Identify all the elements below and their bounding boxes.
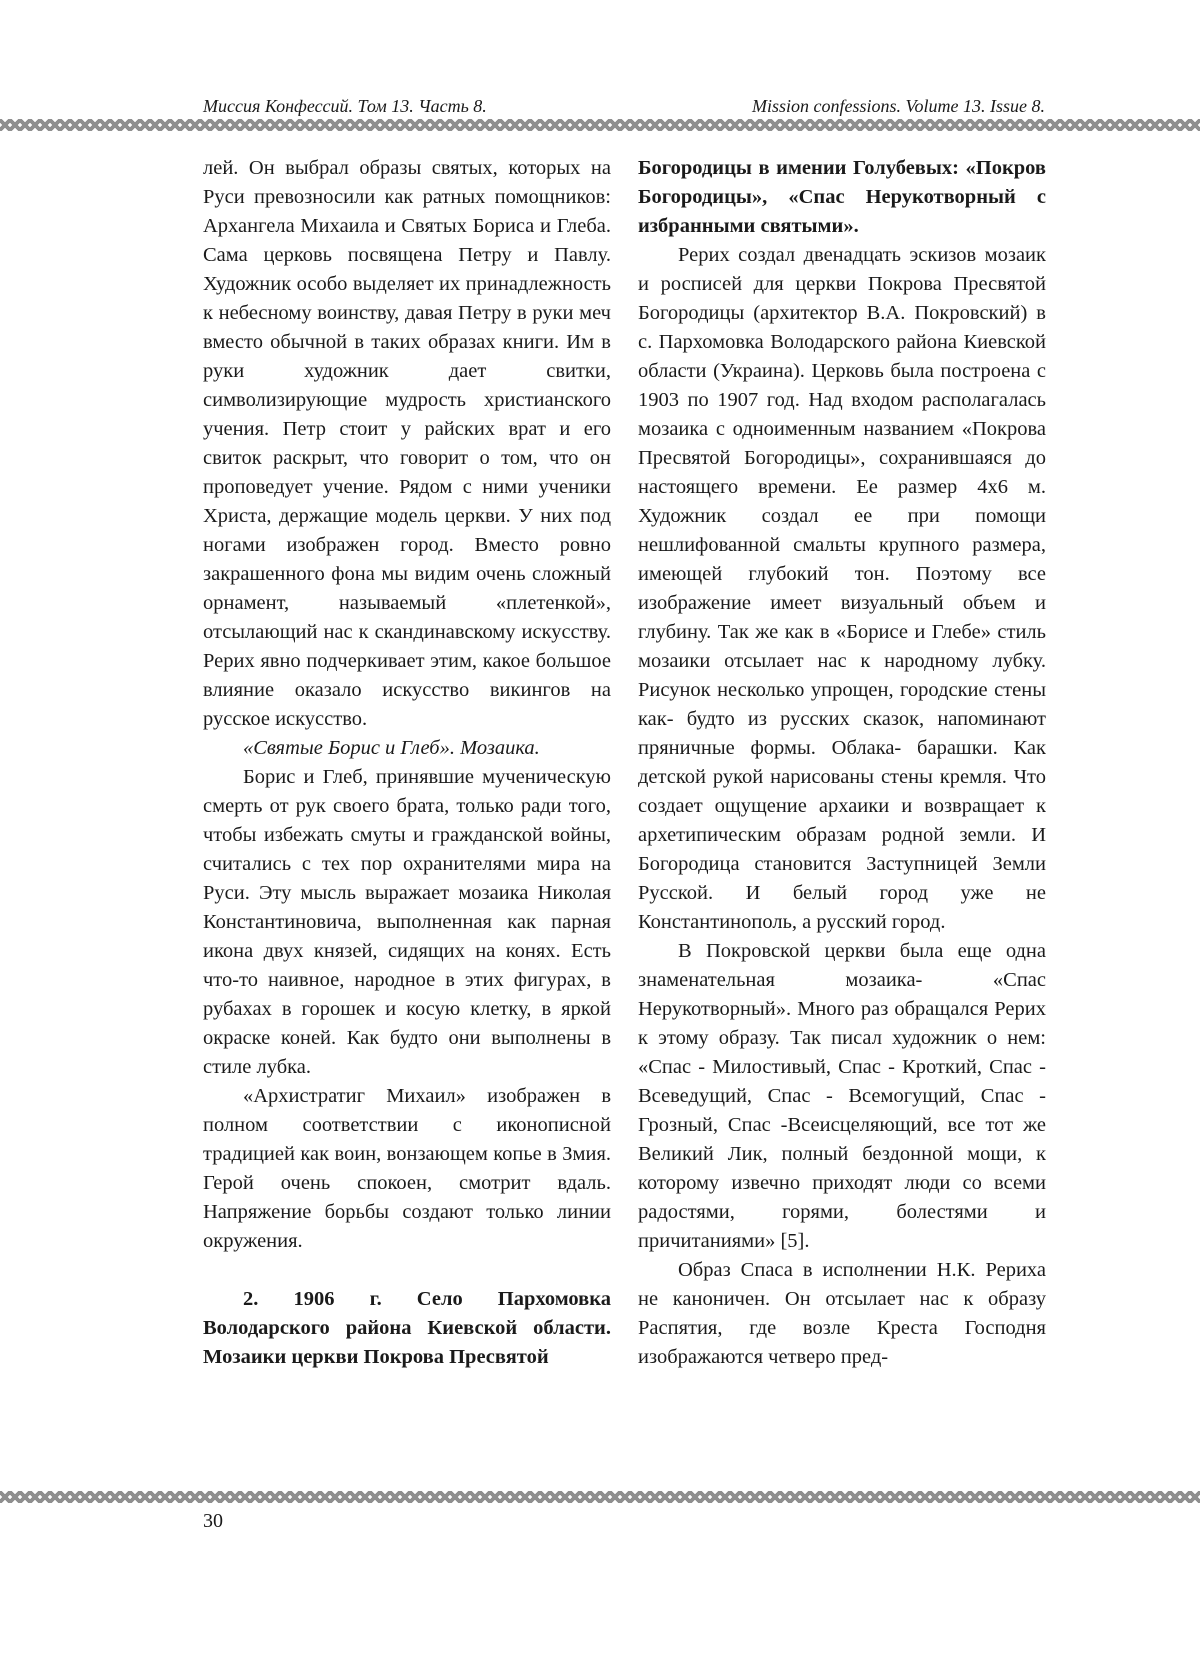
journal-title-en: Mission confessions. Volume 13. Issue 8.: [752, 96, 1045, 116]
paragraph: В Покровской церкви была еще одна знаменательная мозаика- «Спас Нерукотворный». Много раз обращался Рерих к этому образу. Так писал художник о нем: «Спас - Милостивый, Спас - Кроткий, Спас - Всеведущий, Спас - Всемогущий, Спас - Грозный, Спас -Всеисцеляющий, все тот же Великий Лик, полный бездонной мощи, к которому извечно приходят люди со всеми радостями, горями, болестями и причитаниями» [5].: [638, 940, 1046, 1252]
right-column: [638, 154, 1046, 1372]
section-heading: 2. 1906 г. Село Пархомовка Володарского района Киевской области. Мозаики церкви Покрова Пресвятой: [203, 1288, 611, 1368]
paragraph: лей. Он выбрал образы святых, которых на Руси превозносили как ратных помощников: Архангела Михаила и Святых Бориса и Глеба. Сама церковь посвящена Петру и Павлу. Художник особо выделяет их принадлежность к небесному воинству, давая Петру в руки меч вместо обычной в таких образах книги. Им в руки художник дает свитки, символизирующие мудрость христианского учения. Петр стоит у райских врат и его свиток раскрыт, что говорит о том, что он проповедует учение. Рядом с ними ученики Христа, держащие модель церкви. У них под ногами изображен город. Вместо ровно закрашенного фона мы видим очень сложный орнамент, называемый «плетенкой», отсылающий нас к скандинавскому искусству. Рерих явно подчеркивает этим, какое большое влияние оказало искусство викингов на русское искусство.: [203, 157, 611, 730]
paragraph: Образ Спаса в исполнении Н.К. Рериха не каноничен. Он отсылает нас к образу Распятия, где возле Креста Господня изображаются четверо пред-: [638, 1259, 1046, 1368]
top-ornament-divider: [0, 119, 1200, 131]
paragraph: «Архистратиг Михаил» изображен в полном соответствии с иконописной традицией как воин, вонзающем копье в Змия. Герой очень спокоен, смотрит вдаль. Напряжение борьбы создают только линии окружения.: [203, 1085, 611, 1252]
journal-title-ru: Миссия Конфессий. Том 13. Часть 8.: [203, 96, 487, 116]
paragraph: Борис и Глеб, принявшие мученическую смерть от рук своего брата, только ради того, чтобы избежать смуты и гражданской войны, считались с тех пор охранителями мира на Руси. Эту мысль выражает мозаика Николая Константиновича, выполненная как парная икона двух князей, сидящих на конях. Есть что-то наивное, народное в этих фигурах, в рубахах в горошек и косую клетку, в яркой окраске коней. Как будто они выполнены в стиле лубка.: [203, 766, 611, 1078]
bottom-ornament-divider: [0, 1491, 1200, 1503]
page-number: 30: [203, 1510, 223, 1532]
left-column: [203, 154, 611, 1372]
paragraph: Рерих создал двенадцать эскизов мозаик и росписей для церкви Покрова Пресвятой Богородицы (архитектор В.А. Покровский) в с. Пархомовка Володарского района Киевской области (Украина). Церковь была построена с 1903 по 1907 год. Над входом располагалась мозаика с одноименным названием «Покрова Пресвятой Богородицы», сохранившаяся до настоящего времени. Ее размер 4х6 м. Художник создал ее при помощи нешлифованной смальты крупного размера, имеющей глубокий тон. Поэтому все изображение имеет визуальный объем и глубину. Так же как в «Борисе и Глебе» стиль мозаики отсылает нас к народному лубку. Рисунок несколько упрощен, городские стены как- будто из русских сказок, напоминают пряничные формы. Облака- барашки. Как детской рукой нарисованы стены кремля. Что создает ощущение архаики и возвращает к архетипическим образам родной земли. И Богородица становится Заступницей Земли Русской. И белый город уже не Константинополь, а русский город.: [638, 244, 1046, 933]
section-heading-continued: Богородицы в имении Голубевых: «Покров Богородицы», «Спас Нерукотворный с избранными святыми».: [638, 157, 1046, 237]
running-header: [203, 96, 1045, 120]
figure-caption: «Святые Борис и Глеб». Мозаика.: [243, 737, 540, 759]
